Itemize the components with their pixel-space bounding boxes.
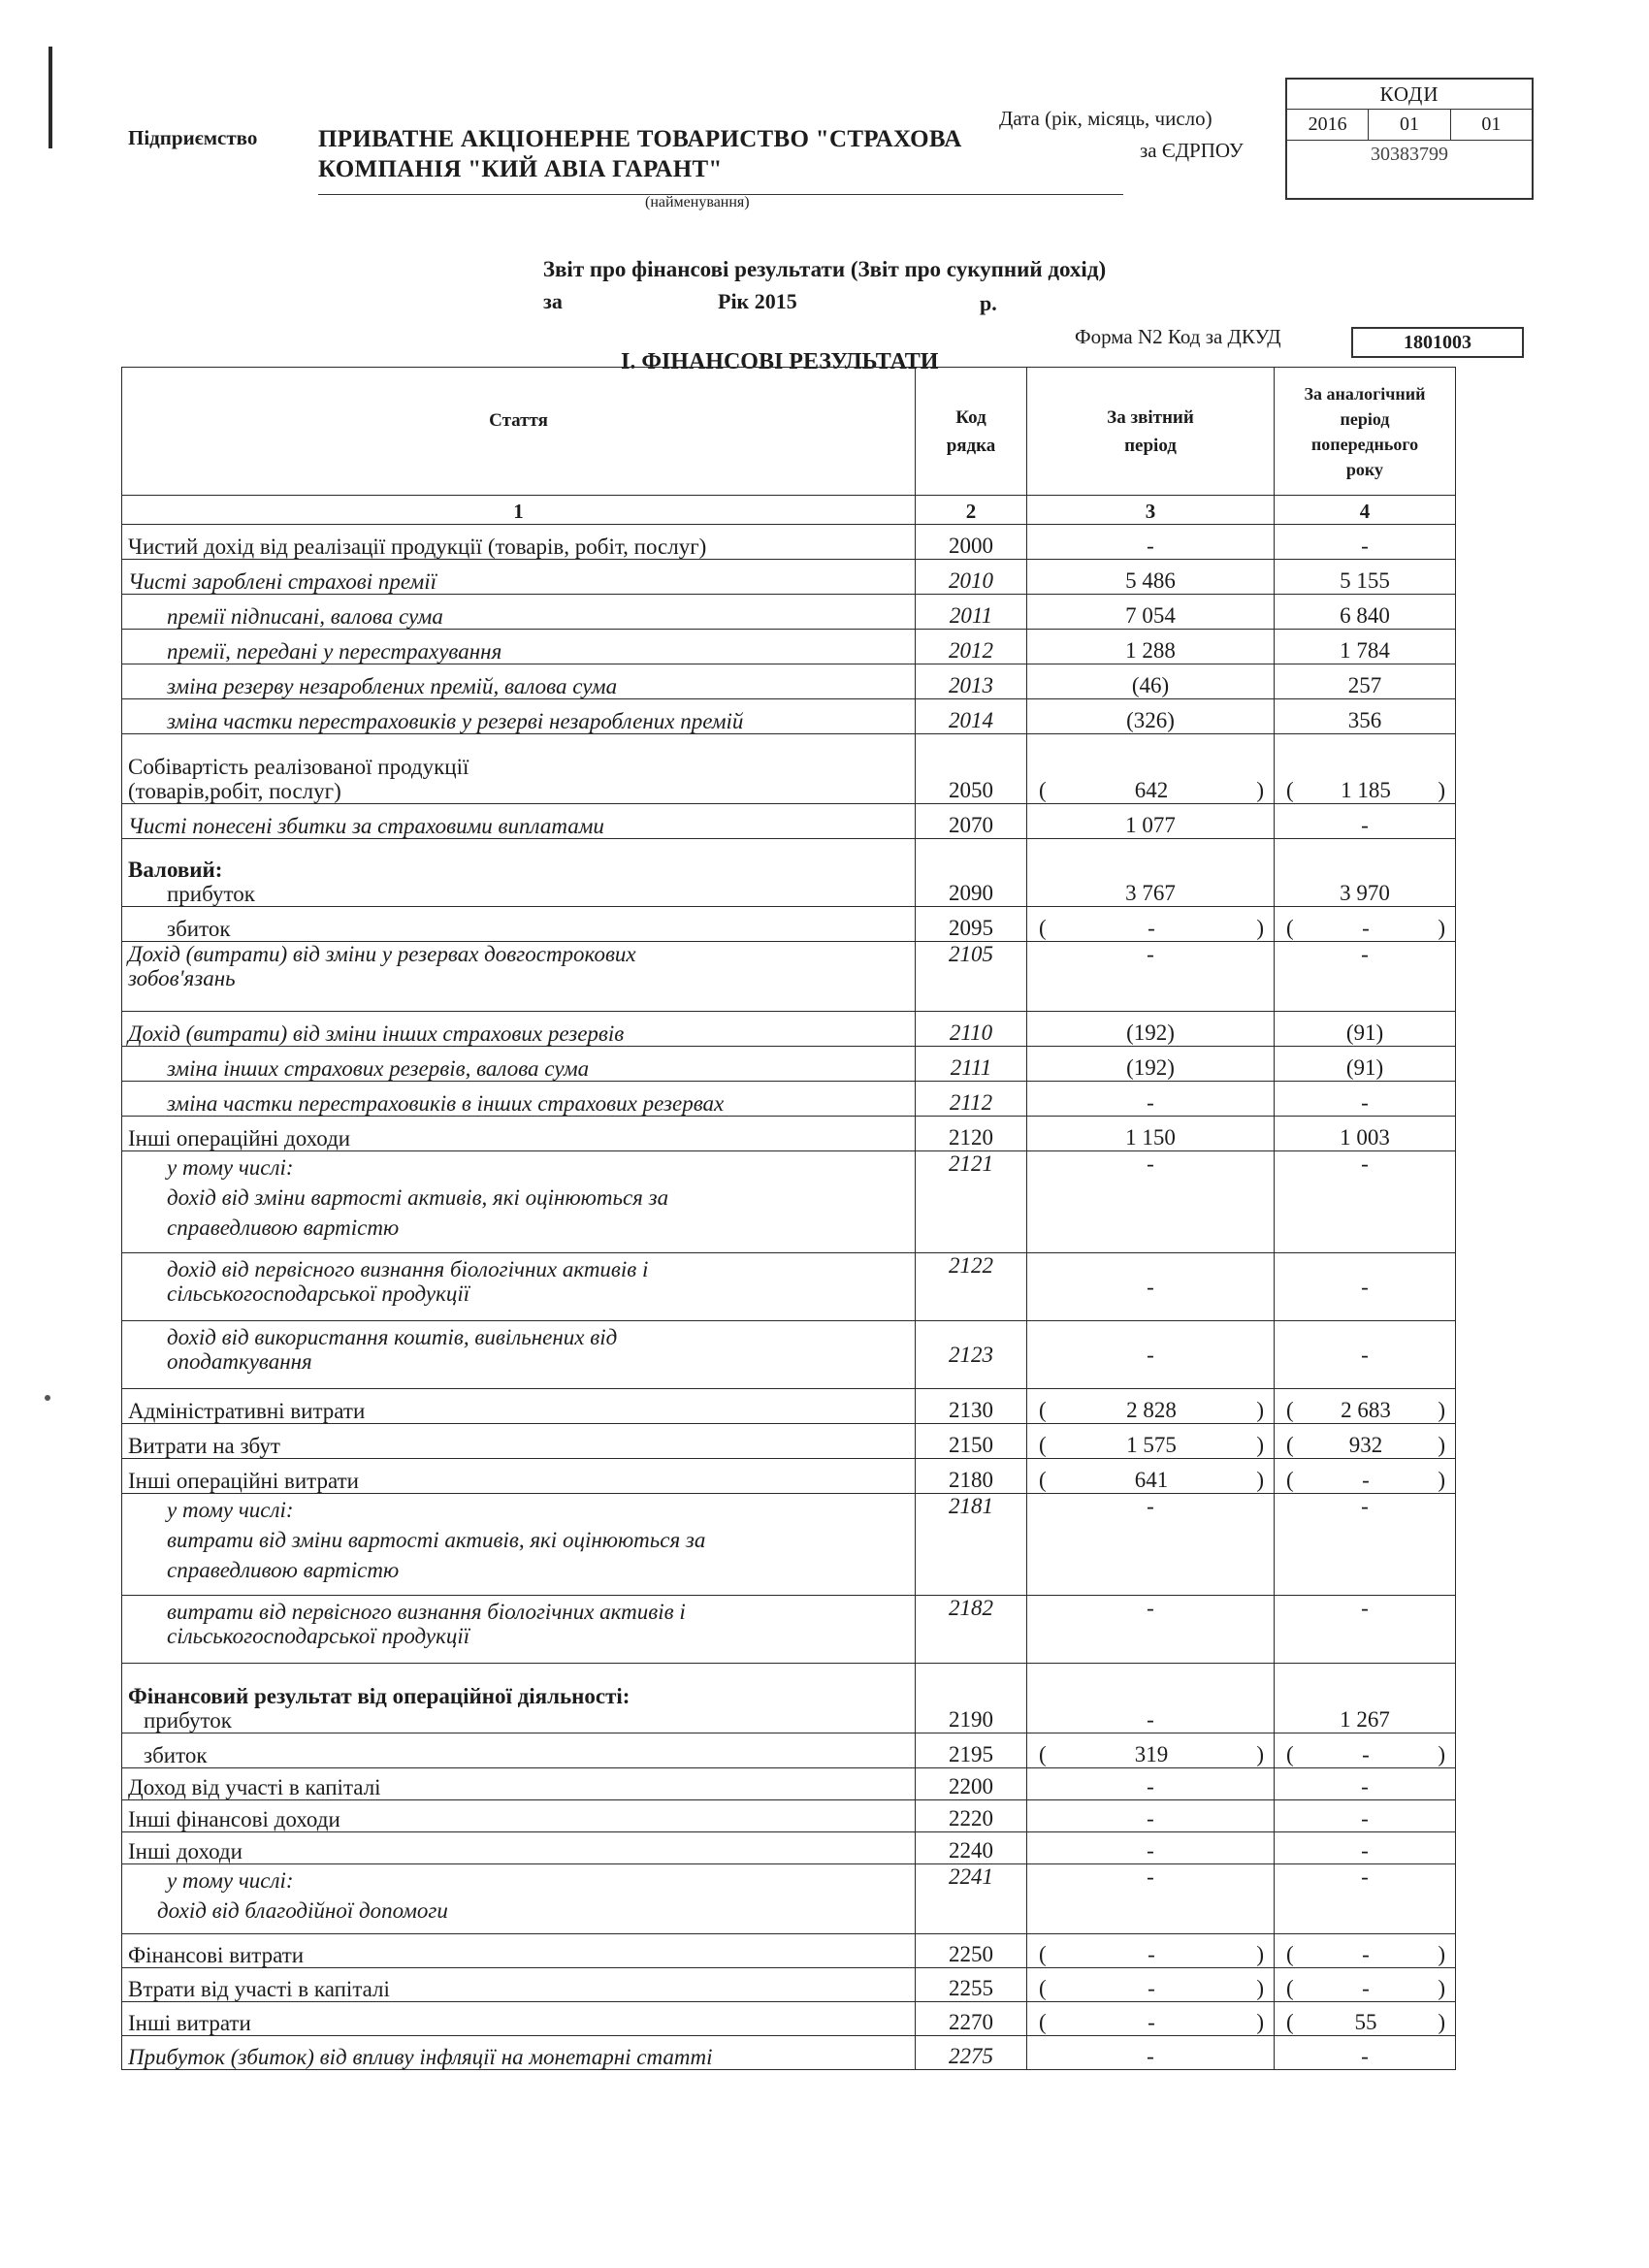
table-header-row xyxy=(122,368,1456,496)
row-code: 2250 xyxy=(916,1934,1027,1968)
company-name-line2: КОМПАНІЯ "КИЙ АВІА ГАРАНТ" xyxy=(318,156,723,182)
row-current: - xyxy=(1027,1832,1275,1864)
row-code: 2200 xyxy=(916,1768,1027,1800)
row-current: - xyxy=(1027,1864,1275,1934)
row-current-value: 641 xyxy=(1134,1468,1169,1492)
header-article: Стаття xyxy=(122,368,916,496)
row-current: ( 2 828 ) xyxy=(1027,1389,1275,1424)
row-article: Інші фінансові доходи xyxy=(122,1800,916,1832)
row-code: 2110 xyxy=(916,1012,1027,1047)
row-current: 7 054 xyxy=(1027,595,1275,630)
header-current-l1: За звітний xyxy=(1107,406,1194,428)
row-article xyxy=(122,1253,916,1321)
header-prev-l4: року xyxy=(1345,459,1384,479)
row-article: Втрати від участі в капіталі xyxy=(122,1968,916,2002)
row-article-text: збиток xyxy=(167,917,231,941)
row-article xyxy=(122,1047,916,1082)
row-code: 2241 xyxy=(916,1864,1027,1934)
row-article: Прибуток (збиток) від впливу інфляції на монетарні статті xyxy=(122,2036,916,2070)
row-article xyxy=(122,907,916,942)
row-current: 5 486 xyxy=(1027,560,1275,595)
row-article-l2: сільськогосподарської продукції xyxy=(167,1624,470,1648)
row-current-value: - xyxy=(1148,1976,1155,2000)
row-current: (192) xyxy=(1027,1012,1275,1047)
row-article-text: зміна резерву незароблених премій, валова сума xyxy=(167,674,618,698)
row-current: - xyxy=(1027,2036,1275,2070)
row-previous: - xyxy=(1275,1800,1456,1832)
table-row xyxy=(122,525,1456,560)
row-previous: 3 970 xyxy=(1275,839,1456,907)
row-previous: 1 003 xyxy=(1275,1117,1456,1151)
row-current: - xyxy=(1027,525,1275,560)
row-article-l3: справедливою вартістю xyxy=(167,1558,400,1582)
row-code: 2011 xyxy=(916,595,1027,630)
table-row xyxy=(122,1389,1456,1424)
row-previous: 6 840 xyxy=(1275,595,1456,630)
header-code xyxy=(916,368,1027,496)
row-current: ( - ) xyxy=(1027,1934,1275,1968)
row-code: 2090 xyxy=(916,839,1027,907)
row-current: ( 1 575 ) xyxy=(1027,1424,1275,1459)
header-code-l1: Код xyxy=(955,406,986,428)
row-current-value: 1 575 xyxy=(1126,1433,1177,1457)
row-article xyxy=(122,1864,916,1934)
row-article: Чистий дохід від реалізації продукції (товарів, робіт, послуг) xyxy=(122,525,916,560)
row-previous-value: 932 xyxy=(1348,1433,1383,1457)
row-current: - xyxy=(1027,1082,1275,1117)
colnum-3: 3 xyxy=(1027,496,1275,525)
row-article-l2: прибуток xyxy=(144,1708,232,1733)
row-code: 2255 xyxy=(916,1968,1027,2002)
row-code: 2050 xyxy=(916,734,1027,804)
table-row xyxy=(122,734,1456,804)
row-current: 3 767 xyxy=(1027,839,1275,907)
table-row xyxy=(122,1494,1456,1596)
row-article-l1: дохід від первісного визнання біологічних активів і xyxy=(167,1257,649,1281)
row-article xyxy=(122,1596,916,1664)
row-code: 2095 xyxy=(916,907,1027,942)
row-code: 2000 xyxy=(916,525,1027,560)
row-current: ( - ) xyxy=(1027,1968,1275,2002)
row-article xyxy=(122,1321,916,1389)
header-prev-l1: За аналогічний xyxy=(1304,383,1426,404)
row-article: Інші операційні доходи xyxy=(122,1117,916,1151)
row-code: 2122 xyxy=(916,1253,1027,1321)
company-name-line1: ПРИВАТНЕ АКЦІОНЕРНЕ ТОВАРИСТВО "СТРАХОВА xyxy=(318,126,962,152)
row-previous-value: - xyxy=(1362,1942,1370,1966)
row-article-text: зміна частки перестраховиків у резерві незароблених премій xyxy=(167,709,744,733)
row-previous: - xyxy=(1275,1494,1456,1596)
row-article-text: премії підписані, валова сума xyxy=(167,604,443,629)
table-row xyxy=(122,1832,1456,1864)
row-article: Чисті зароблені страхові премії xyxy=(122,560,916,595)
row-current: - xyxy=(1027,1768,1275,1800)
table-row xyxy=(122,1968,1456,2002)
edrpou-code: 30383799 xyxy=(1371,144,1448,165)
row-current: ( - ) xyxy=(1027,2002,1275,2036)
row-article: Інші витрати xyxy=(122,2002,916,2036)
table-row xyxy=(122,1768,1456,1800)
row-article-l1: у тому числі: xyxy=(167,1498,294,1522)
row-current: ( 642 ) xyxy=(1027,734,1275,804)
row-code: 2105 xyxy=(916,942,1027,1012)
row-previous: - xyxy=(1275,2036,1456,2070)
row-code: 2120 xyxy=(916,1117,1027,1151)
header-previous xyxy=(1275,368,1456,496)
row-previous: - xyxy=(1275,1253,1456,1321)
row-article-l2: витрати від зміни вартості активів, які оцінюються за xyxy=(167,1528,706,1552)
row-code: 2220 xyxy=(916,1800,1027,1832)
row-article-l1: Дохід (витрати) від зміни у резервах довгострокових xyxy=(128,942,636,966)
row-previous: - xyxy=(1275,1864,1456,1934)
row-current-value: 642 xyxy=(1134,778,1169,802)
row-code: 2270 xyxy=(916,2002,1027,2036)
table-row xyxy=(122,595,1456,630)
table-row xyxy=(122,1253,1456,1321)
dkud-code: 1801003 xyxy=(1351,327,1524,358)
row-previous: 257 xyxy=(1275,664,1456,699)
row-article-l1: дохід від використання коштів, вивільнених від xyxy=(167,1325,618,1349)
row-article xyxy=(122,734,916,804)
date-month: 01 xyxy=(1369,109,1450,140)
row-code: 2111 xyxy=(916,1047,1027,1082)
row-current: (192) xyxy=(1027,1047,1275,1082)
row-current: ( 641 ) xyxy=(1027,1459,1275,1494)
row-previous-value: - xyxy=(1362,916,1370,940)
row-previous: - xyxy=(1275,804,1456,839)
row-code: 2012 xyxy=(916,630,1027,664)
table-row xyxy=(122,1082,1456,1117)
header-code-l2: рядка xyxy=(946,435,996,456)
period-value: Рік 2015 xyxy=(718,289,797,313)
row-code: 2190 xyxy=(916,1664,1027,1733)
row-code: 2010 xyxy=(916,560,1027,595)
row-previous: - xyxy=(1275,1082,1456,1117)
table-row xyxy=(122,804,1456,839)
row-article: Чисті понесені збитки за страховими виплатами xyxy=(122,804,916,839)
table-row xyxy=(122,1424,1456,1459)
table-row xyxy=(122,1733,1456,1768)
row-code: 2150 xyxy=(916,1424,1027,1459)
row-current: - xyxy=(1027,1800,1275,1832)
row-code: 2014 xyxy=(916,699,1027,734)
table-row xyxy=(122,942,1456,1012)
table-row xyxy=(122,630,1456,664)
row-code: 2181 xyxy=(916,1494,1027,1596)
period-suffix: р. xyxy=(980,291,997,315)
date-code-row xyxy=(1287,109,1532,141)
row-previous: ( - ) xyxy=(1275,1733,1456,1768)
row-previous-value: - xyxy=(1362,1742,1370,1766)
table-row xyxy=(122,1864,1456,1934)
row-article-l1: Фінансовий результат від операційної діяльності: xyxy=(128,1684,630,1708)
table-row xyxy=(122,839,1456,907)
table-row xyxy=(122,907,1456,942)
row-previous: - xyxy=(1275,525,1456,560)
row-previous: 356 xyxy=(1275,699,1456,734)
row-previous: ( - ) xyxy=(1275,1459,1456,1494)
row-article-l1: витрати від первісного визнання біологічних активів і xyxy=(167,1600,686,1624)
report-title: Звіт про фінансові результати (Звіт про сукупний дохід) xyxy=(542,257,1107,281)
row-previous: 5 155 xyxy=(1275,560,1456,595)
row-article: Адміністративні витрати xyxy=(122,1389,916,1424)
row-article: Витрати на збут xyxy=(122,1424,916,1459)
row-current: (326) xyxy=(1027,699,1275,734)
form-label: Форма N2 Код за ДКУД xyxy=(1075,325,1281,348)
row-article xyxy=(122,1664,916,1733)
row-article: Фінансові витрати xyxy=(122,1934,916,1968)
row-code: 2121 xyxy=(916,1151,1027,1253)
table-row xyxy=(122,1321,1456,1389)
row-article xyxy=(122,699,916,734)
row-article-l1: Валовий: xyxy=(128,858,223,882)
header-current-l2: період xyxy=(1124,435,1177,456)
row-article xyxy=(122,1494,916,1596)
row-current-value: 319 xyxy=(1134,1742,1169,1766)
row-article xyxy=(122,1082,916,1117)
row-article xyxy=(122,839,916,907)
colnum-4: 4 xyxy=(1275,496,1456,525)
row-previous: - xyxy=(1275,942,1456,1012)
colnum-2: 2 xyxy=(916,496,1027,525)
row-previous: 1 267 xyxy=(1275,1664,1456,1733)
row-code: 2123 xyxy=(916,1321,1027,1389)
row-article xyxy=(122,942,916,1012)
colnum-1: 1 xyxy=(122,496,916,525)
section-title: I. ФІНАНСОВІ РЕЗУЛЬТАТИ xyxy=(621,349,939,374)
row-current: - xyxy=(1027,1151,1275,1253)
row-current: ( 319 ) xyxy=(1027,1733,1275,1768)
row-previous: ( 55 ) xyxy=(1275,2002,1456,2036)
codes-title: КОДИ xyxy=(1287,80,1532,110)
row-current: ( - ) xyxy=(1027,907,1275,942)
row-article-l1: у тому числі: xyxy=(167,1155,294,1180)
table-row xyxy=(122,1151,1456,1253)
row-article-l2: дохід від зміни вартості активів, які оцінюються за xyxy=(167,1185,669,1210)
row-code: 2182 xyxy=(916,1596,1027,1664)
row-code: 2180 xyxy=(916,1459,1027,1494)
row-code: 2130 xyxy=(916,1389,1027,1424)
row-current: 1 077 xyxy=(1027,804,1275,839)
table-row xyxy=(122,1934,1456,1968)
header-current xyxy=(1027,368,1275,496)
table-row xyxy=(122,1459,1456,1494)
row-article-l1: у тому числі: xyxy=(167,1868,294,1893)
row-previous: ( - ) xyxy=(1275,1968,1456,2002)
row-article: Інші операційні витрати xyxy=(122,1459,916,1494)
row-current-value: - xyxy=(1148,916,1155,940)
row-previous: (91) xyxy=(1275,1047,1456,1082)
row-current: 1 288 xyxy=(1027,630,1275,664)
row-article xyxy=(122,630,916,664)
table-row xyxy=(122,2036,1456,2070)
row-article-l2: прибуток xyxy=(167,882,255,906)
row-previous: 1 784 xyxy=(1275,630,1456,664)
row-previous: - xyxy=(1275,1321,1456,1389)
row-code: 2112 xyxy=(916,1082,1027,1117)
table-row xyxy=(122,699,1456,734)
row-code: 2275 xyxy=(916,2036,1027,2070)
row-current: (46) xyxy=(1027,664,1275,699)
row-code: 2195 xyxy=(916,1733,1027,1768)
row-article: Дохід (витрати) від зміни інших страхових резервів xyxy=(122,1012,916,1047)
row-code: 2013 xyxy=(916,664,1027,699)
column-number-row xyxy=(122,496,1456,525)
row-previous-value: - xyxy=(1362,1976,1370,2000)
row-current: 1 150 xyxy=(1027,1117,1275,1151)
table-row xyxy=(122,1664,1456,1733)
binder-mark xyxy=(48,47,52,148)
table-row xyxy=(122,560,1456,595)
row-article xyxy=(122,1733,916,1768)
row-article-text: зміна інших страхових резервів, валова сума xyxy=(167,1056,590,1081)
row-article-l2: зобов'язань xyxy=(128,966,236,990)
table-row xyxy=(122,1012,1456,1047)
name-caption: (найменування) xyxy=(645,194,750,211)
codes-box xyxy=(1285,78,1534,200)
date-year: 2016 xyxy=(1287,109,1369,140)
row-article-l2: сільськогосподарської продукції xyxy=(167,1281,470,1306)
table-row xyxy=(122,1117,1456,1151)
row-previous: - xyxy=(1275,1151,1456,1253)
period-prefix: за xyxy=(543,289,563,313)
company-name xyxy=(318,124,1123,184)
row-article: Інші доходи xyxy=(122,1832,916,1864)
header-prev-l3: попереднього xyxy=(1310,434,1419,454)
row-current-value: 2 828 xyxy=(1126,1398,1177,1422)
row-previous: - xyxy=(1275,1832,1456,1864)
enterprise-label: Підприємство xyxy=(128,126,258,149)
row-current: - xyxy=(1027,1494,1275,1596)
row-code: 2240 xyxy=(916,1832,1027,1864)
row-previous: ( 2 683 ) xyxy=(1275,1389,1456,1424)
row-article-text: премії, передані у перестрахування xyxy=(167,639,502,664)
row-article-text: збиток xyxy=(144,1743,208,1767)
row-previous: - xyxy=(1275,1596,1456,1664)
row-article: Доход від участі в капіталі xyxy=(122,1768,916,1800)
row-article xyxy=(122,1151,916,1253)
row-code: 2070 xyxy=(916,804,1027,839)
table-row xyxy=(122,664,1456,699)
row-previous-value: - xyxy=(1362,1468,1370,1492)
row-current: - xyxy=(1027,1596,1275,1664)
row-current: - xyxy=(1027,1321,1275,1389)
row-previous-value: 2 683 xyxy=(1341,1398,1391,1422)
date-label: Дата (рік, місяць, число) xyxy=(999,107,1212,130)
table-row xyxy=(122,1047,1456,1082)
row-article-l2: дохід від благодійної допомоги xyxy=(157,1898,448,1923)
row-previous: ( 932 ) xyxy=(1275,1424,1456,1459)
row-article-l1: Собівартість реалізованої продукції xyxy=(128,755,469,779)
row-previous: ( - ) xyxy=(1275,907,1456,942)
table-row xyxy=(122,1596,1456,1664)
row-previous-value: 1 185 xyxy=(1341,778,1391,802)
table-row xyxy=(122,1800,1456,1832)
row-current: - xyxy=(1027,1253,1275,1321)
margin-dot xyxy=(45,1395,50,1401)
row-article-text: зміна частки перестраховиків в інших страхових резервах xyxy=(167,1091,725,1116)
row-article-l2: оподаткування xyxy=(167,1349,312,1374)
row-article-l2: (товарів,робіт, послуг) xyxy=(128,779,341,803)
header-prev-l2: період xyxy=(1340,408,1390,429)
date-day: 01 xyxy=(1481,113,1502,135)
financial-results-table xyxy=(121,367,1456,2070)
row-previous-value: 55 xyxy=(1354,2010,1377,2034)
row-article xyxy=(122,595,916,630)
row-previous: - xyxy=(1275,1768,1456,1800)
row-article xyxy=(122,664,916,699)
row-previous: (91) xyxy=(1275,1012,1456,1047)
row-previous: ( 1 185 ) xyxy=(1275,734,1456,804)
row-current-value: - xyxy=(1148,2010,1155,2034)
edrpou-label: за ЄДРПОУ xyxy=(1140,139,1244,162)
row-current: - xyxy=(1027,1664,1275,1733)
row-current: - xyxy=(1027,942,1275,1012)
table-row xyxy=(122,2002,1456,2036)
row-article-l3: справедливою вартістю xyxy=(167,1215,400,1240)
row-current-value: - xyxy=(1148,1942,1155,1966)
row-previous: ( - ) xyxy=(1275,1934,1456,1968)
